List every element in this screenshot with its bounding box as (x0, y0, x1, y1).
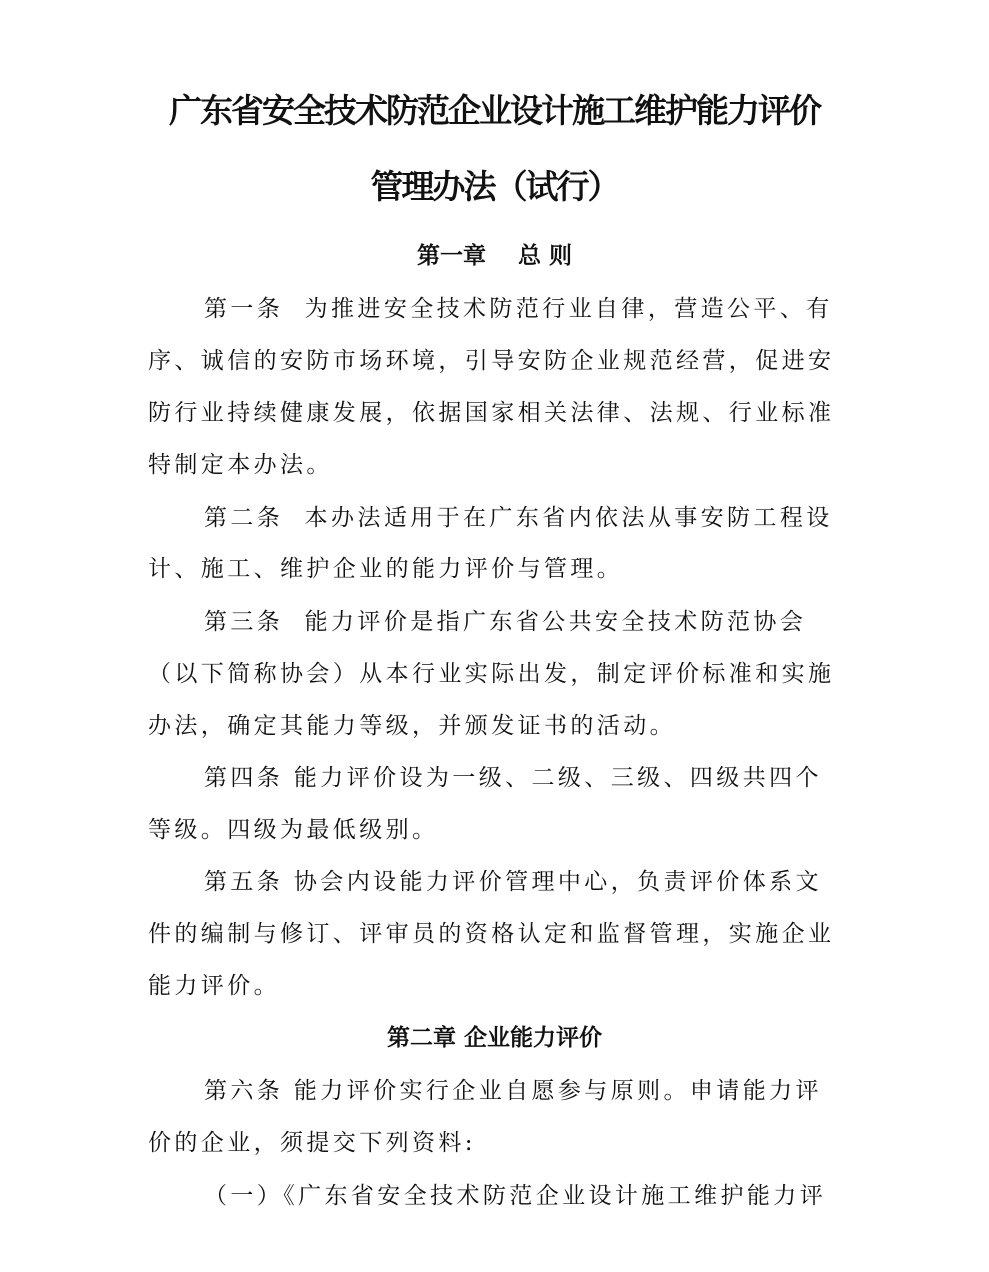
article-1-line-4: 特制定本办法。 (148, 452, 333, 478)
article-5-line-3: 能力评价。 (148, 973, 280, 999)
article-1-line-3: 防行业持续健康发展，依据国家相关法律、法规、行业标准 (148, 400, 835, 426)
article-3-line-1: 第三条 能力评价是指广东省公共安全技术防范协会 (204, 609, 807, 635)
article-6-line-1: 第六条 能力评价实行企业自愿参与原则。申请能力评 (204, 1078, 822, 1104)
article-4-line-1: 第四条 能力评价设为一级、二级、三级、四级共四个 (204, 765, 822, 791)
article-3-line-2: （以下简称协会）从本行业实际出发，制定评价标准和实施 (148, 661, 835, 687)
chapter-heading-1: 第一章 总 则 (416, 243, 573, 269)
article-6-item-1-line-1: （一）《广东省安全技术防范企业设计施工维护能力评 (204, 1183, 827, 1209)
document-title-line-2: 管理办法（试行） (370, 167, 619, 206)
article-1-line-1: 第一条 为推进安全技术防范行业自律，营造公平、有 (204, 296, 833, 322)
article-6-line-2: 价的企业，须提交下列资料: (148, 1130, 476, 1156)
article-5-line-2: 件的编制与修订、评审员的资格认定和监督管理，实施企业 (148, 921, 835, 947)
article-3-line-3: 办法，确定其能力等级，并颁发证书的活动。 (148, 713, 676, 739)
chapter-heading-2: 第二章 企业能力评价 (386, 1025, 602, 1051)
article-4-line-2: 等级。四级为最低级别。 (148, 817, 439, 843)
article-2-line-1: 第二条 本办法适用于在广东省内依法从事安防工程设 (204, 505, 833, 531)
document-title-line-1: 广东省安全技术防范企业设计施工维护能力评价 (169, 91, 820, 130)
article-5-line-1: 第五条 协会内设能力评价管理中心，负责评价体系文 (204, 869, 822, 895)
article-1-line-2: 序、诚信的安防市场环境，引导安防企业规范经营，促进安 (148, 348, 835, 374)
article-2-line-2: 计、施工、维护企业的能力评价与管理。 (148, 556, 624, 582)
